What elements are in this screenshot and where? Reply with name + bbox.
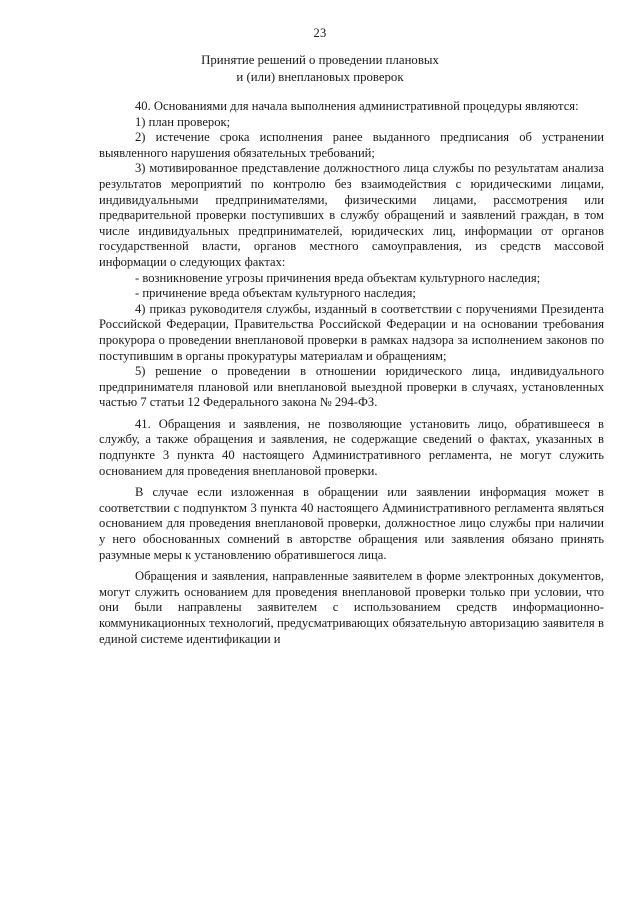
list-item-4: 4) приказ руководителя службы, изданный в соответствии с поручениями Президента Российской Федерации, Правительства Российской Федерации и на основании требования прокурора о проведении внеплановой проверки в рамках надзора за исполнением законов по поступившим в органы прокуратуры материалам и обращениям; [99,301,604,363]
list-item-5: 5) решение о проведении в отношении юридического лица, индивидуального предпринимателя плановой или внеплановой выездной проверки в случаях, установленных частью 7 статьи 12 Федерального закона № 294-ФЗ. [99,364,604,410]
sub-item-harm: - причинение вреда объектам культурного наследия; [135,286,416,301]
paragraph-41: 41. Обращения и заявления, не позволяющие установить лицо, обратившееся в службу, а также обращения и заявления, не содержащие сведений о фактах, указанных в подпункте 3 пункта 40 настоящего Административного регламента, не могут служить основанием для проведения внеплановой проверки. [99,416,604,478]
page-number: 23 [313,26,327,40]
list-item-3: 3) мотивированное представление должностного лица службы по результатам анализа результатов мероприятий по контролю без взаимодействия с юридическими лицами, индивидуальными предпринимателями, физическими лицами, рассмотрения или предварительной проверки поступивших в службу обращений и заявлений граждан, в том числе индивидуальных предпринимателей, юридических лиц, информации от органов государственной власти, органов местного самоуправления, из средств массовой информации о следующих фактах: [99,161,604,269]
paragraph-electronic: Обращения и заявления, направленные заявителем в форме электронных документов, могут служить основанием для проведения внеплановой проверки только при условии, что они были направлены заявителем с использованием средств информационно-коммуникационных технологий, предусматривающих обязательную авторизацию заявителя в единой системе идентификации и [99,569,604,646]
list-item-1: 1) план проверок; [135,114,231,129]
document-body [99,99,604,647]
section-title-line: Принятие решений о проведении плановых [201,53,439,67]
paragraph-40: 40. Основаниями для начала выполнения административной процедуры являются: [135,99,579,113]
section-title-line: и (или) внеплановых проверок [236,70,404,84]
list-item-2: 2) истечение срока исполнения ранее выданного предписания об устранении выявленного нарушения обязательных требований; [99,130,604,160]
paragraph-case: В случае если изложенная в обращении или заявлении информация может в соответствии с подпунктом 3 пункта 40 настоящего Административного регламента являться основанием для проведения внеплановой проверки, должностное лицо службы при наличии у него обоснованных сомнений в авторстве обращения или заявления обязано принять разумные меры к установлению обратившегося лица. [99,485,604,562]
section-title [100,52,540,86]
sub-item-threat: - возникновение угрозы причинения вреда объектам культурного наследия; [135,270,541,285]
